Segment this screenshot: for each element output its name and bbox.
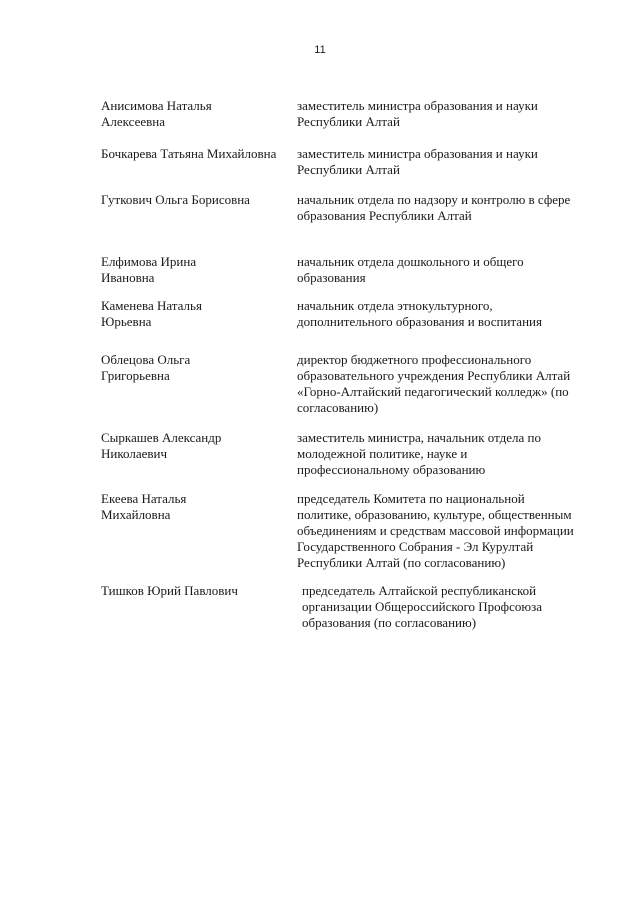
member-name: Анисимова Наталья Алексеевна: [101, 98, 212, 129]
member-position: директор бюджетного профессионального образовательного учреждения Республики Алтай «Горно-Алтайский педагогический колледж» (по согласованию): [297, 352, 571, 415]
member-name: Елфимова Ирина Ивановна: [101, 254, 197, 285]
member-name: Тишков Юрий Павлович: [101, 583, 238, 598]
member-position: начальник отдела дошкольного и общего образования: [297, 254, 524, 285]
member-name: Гуткович Ольга Борисовна: [101, 192, 250, 207]
member-position: председатель Алтайской республиканской организации Общероссийского Профсоюза образования (по согласованию): [302, 583, 542, 630]
member-name: Екеева Наталья Михайловна: [101, 491, 187, 522]
member-name: Облецова Ольга Григорьевна: [101, 352, 191, 383]
member-position: начальник отдела по надзору и контролю в сфере образования Республики Алтай: [297, 192, 571, 223]
member-name: Каменева Наталья Юрьевна: [101, 298, 202, 329]
member-position: заместитель министра, начальник отдела по молодежной политике, науке и профессиональному образованию: [297, 430, 541, 477]
member-name: Сыркашев Александр Николаевич: [101, 430, 222, 461]
member-position: председатель Комитета по национальной политике, образованию, культуре, общественным объединениям и средствам массовой информации Государственного Собрания - Эл Курултай Республики Алтай (по согласованию): [297, 491, 574, 570]
member-position: заместитель министра образования и науки Республики Алтай: [297, 98, 538, 129]
member-position: заместитель министра образования и науки Республики Алтай: [297, 146, 538, 177]
member-name: Бочкарева Татьяна Михайловна: [101, 146, 277, 161]
page-number: 11: [314, 44, 326, 56]
member-position: начальник отдела этнокультурного, дополнительного образования и воспитания: [297, 298, 542, 329]
